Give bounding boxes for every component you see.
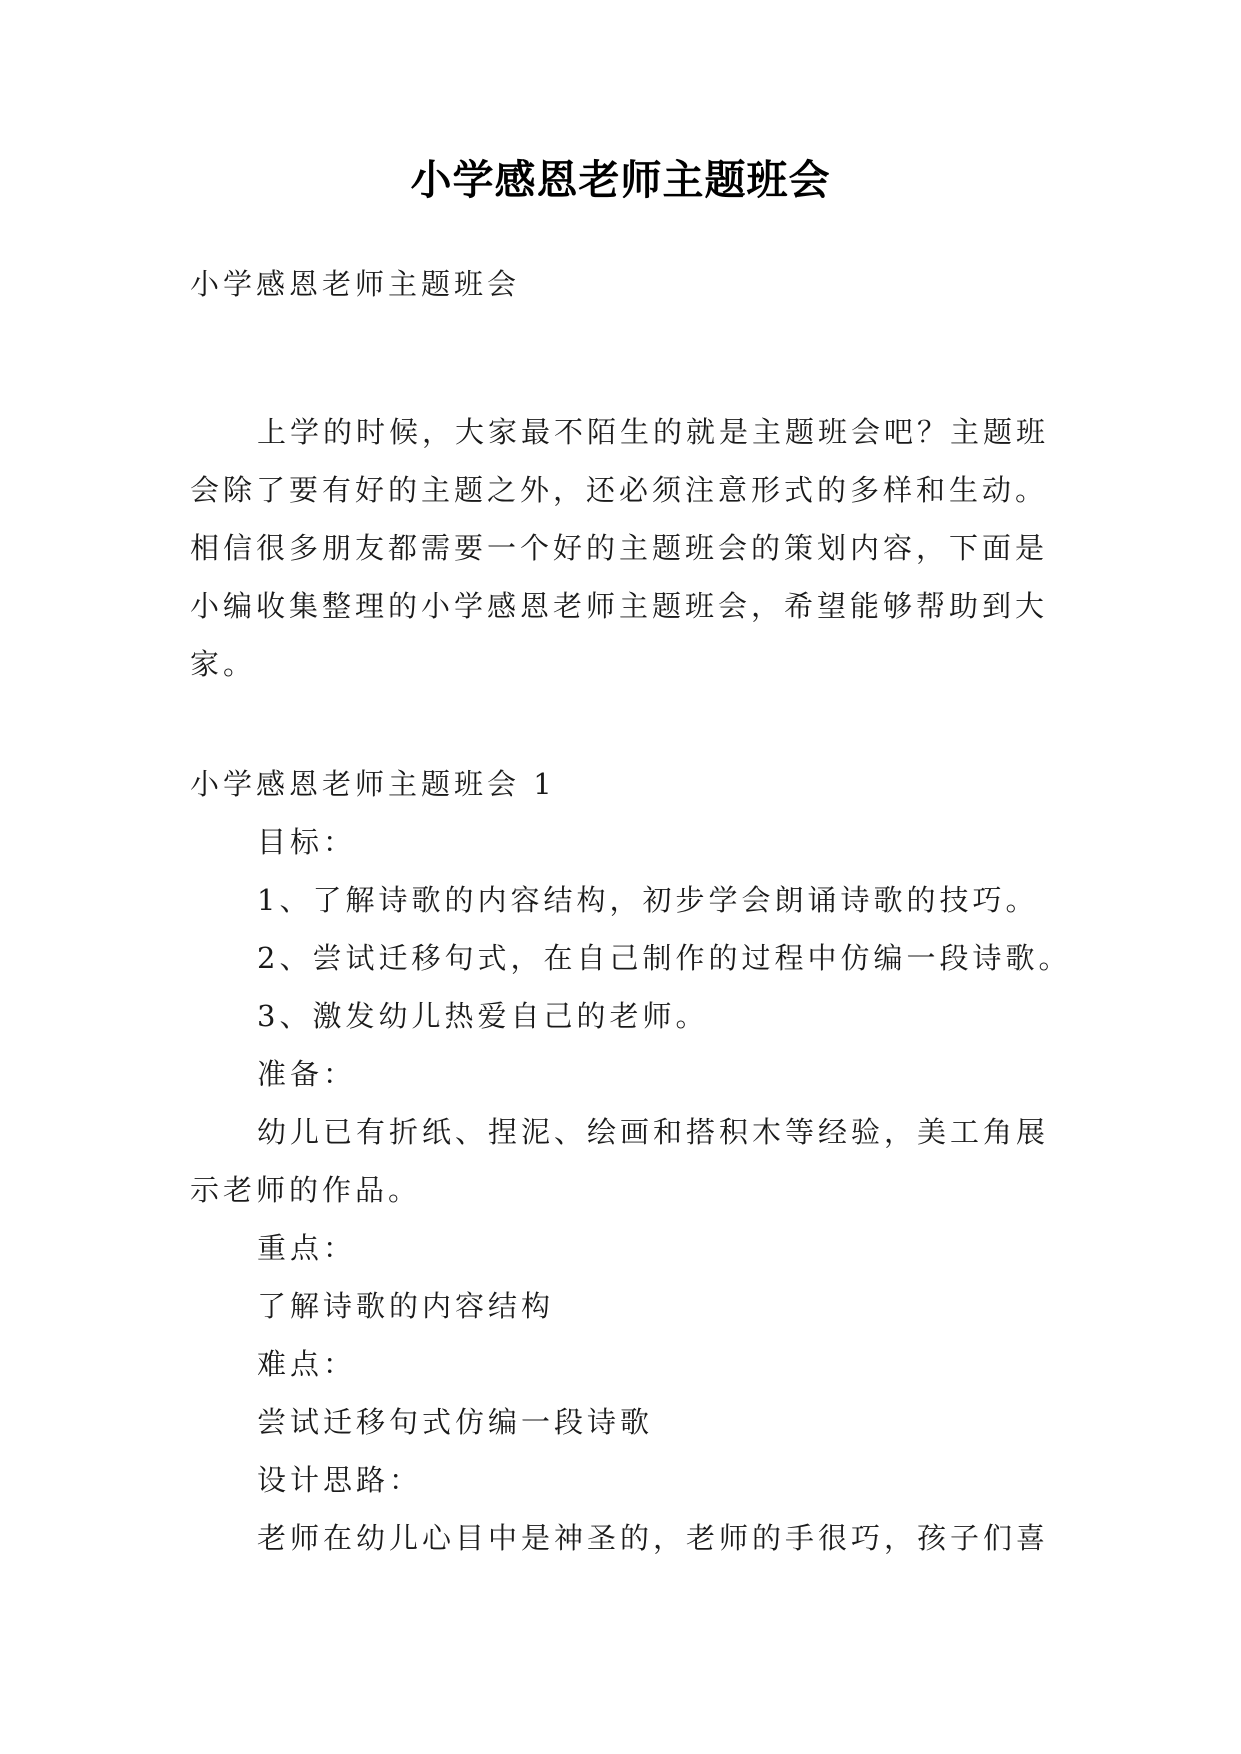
key-text: 了解诗歌的内容结构	[257, 1289, 555, 1323]
prep-label: 准备：	[257, 1057, 357, 1091]
design-label: 设计思路：	[257, 1463, 423, 1497]
key-label: 重点：	[257, 1231, 357, 1265]
intro-line: 相信很多朋友都需要一个好的主题班会的策划内容，下面是	[190, 531, 1049, 565]
prep-line: 幼儿已有折纸、捏泥、绘画和搭积木等经验，美工角展	[257, 1115, 1050, 1149]
intro-line: 上学的时候，大家最不陌生的就是主题班会吧？主题班	[257, 415, 1050, 449]
intro-line: 小编收集整理的小学感恩老师主题班会，希望能够帮助到大	[190, 589, 1049, 623]
goal-label: 目标：	[257, 825, 357, 859]
goal-item: 2、尝试迁移句式，在自己制作的过程中仿编一段诗歌。	[257, 941, 1072, 975]
intro-line: 会除了要有好的主题之外，还必须注意形式的多样和生动。	[190, 473, 1049, 507]
difficulty-text: 尝试迁移句式仿编一段诗歌	[257, 1405, 654, 1439]
design-text: 老师在幼儿心目中是神圣的，老师的手很巧，孩子们喜	[257, 1521, 1050, 1555]
document-subtitle: 小学感恩老师主题班会	[190, 267, 521, 301]
prep-line: 示老师的作品。	[190, 1173, 422, 1207]
intro-line: 家。	[190, 647, 257, 681]
document-title: 小学感恩老师主题班会	[410, 156, 831, 204]
goal-item: 3、激发幼儿热爱自己的老师。	[257, 999, 709, 1033]
section-heading: 小学感恩老师主题班会 1	[190, 767, 556, 801]
difficulty-label: 难点：	[257, 1347, 357, 1381]
goal-item: 1、了解诗歌的内容结构，初步学会朗诵诗歌的技巧。	[257, 883, 1039, 917]
